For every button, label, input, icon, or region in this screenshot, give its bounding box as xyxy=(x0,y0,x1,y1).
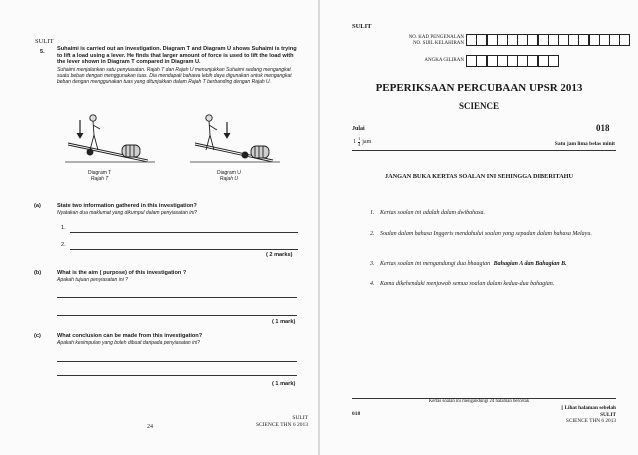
question-number: 5. xyxy=(40,49,45,55)
instruction-3 xyxy=(370,260,630,268)
diagram-t-illustration xyxy=(60,105,160,170)
part-c-question-en: What conclusion can be made from this investigation? xyxy=(57,333,203,339)
instruction-1 xyxy=(370,209,610,217)
header-sulit: SULIT xyxy=(35,38,54,45)
question-stem-ms: Suhaimi menjalankan satu penyiasatan. Rajah T dan Rajah U menunjukkan Suhaimi sedang mengangkat suatu beban dengan menggunakan tuas. Dia mendapati bahawa lebih daya digunakan untuk mengangkat beban dengan menggunakan tuas yang ditunjukkan dalam Rajah T berbanding dengan Rajah U. xyxy=(57,67,292,86)
part-b-question-ms: Apakah tujuan penyiasatan ini ? xyxy=(57,277,128,283)
part-c-label: (c) xyxy=(34,333,41,339)
subject-title: SCIENCE xyxy=(458,101,499,111)
part-a-question-en: State two information gathered in this investigation? xyxy=(57,203,197,209)
right-footer-code: SCIENCE THN 6 2013 xyxy=(565,418,616,425)
answer-line-a2[interactable] xyxy=(70,249,298,250)
answer-line-a1[interactable] xyxy=(70,232,298,233)
duration-fraction xyxy=(358,137,360,148)
diagram-u-label-ms: Rajah U xyxy=(219,176,238,183)
left-footer-sulit: SULIT xyxy=(292,415,308,421)
answer-line-b1[interactable] xyxy=(57,297,297,298)
instruction-1-number: 1. xyxy=(370,210,375,216)
part-a-marks: ( 2 marks) xyxy=(266,252,293,258)
part-b-question-en: What is the aim ( purpose) of this investigation ? xyxy=(57,270,187,276)
left-footer-code: SCIENCE THN 6 2013 xyxy=(256,422,308,428)
answer-2-number: 2. xyxy=(61,242,66,248)
right-footer xyxy=(520,405,616,425)
footer-note: Kertas soalan ini mengandungi 24 halaman bercetak xyxy=(428,399,530,404)
duration xyxy=(353,137,371,148)
duration-unit: jam xyxy=(362,139,372,146)
instruction-3-bold: Bahagian A dan Bahagian B. xyxy=(493,261,567,267)
answer-line-c2[interactable] xyxy=(57,375,297,376)
diagram-t-label xyxy=(88,170,111,182)
instruction-4-text: Kamu dikehendaki menjawab semua soalan dalam kedua-dua bahagian. xyxy=(380,281,555,287)
ic-number-boxes[interactable] xyxy=(467,34,630,46)
question-stem-en: Suhaimi is carried out an investigation. Diagram T and Diagram U shows Suhaimi is trying to lift a load using a lever. He finds that larger amount of force is used to lift the load with the lever shown in Diagram T compared in Diagram U. xyxy=(57,46,297,66)
label-sijil-kelahiran: NO. SIJIL KELAHIRAN xyxy=(412,41,464,46)
part-a-label: (a) xyxy=(34,203,41,209)
instruction-3-number: 3. xyxy=(370,261,375,267)
part-b-marks: ( 1 mark) xyxy=(272,319,296,325)
instruction-4-number: 4. xyxy=(370,281,375,287)
part-a-question-ms: Nyatakan dua maklumat yang dikumpul dalam penyiasatan ini? xyxy=(57,210,198,216)
right-page xyxy=(320,0,638,455)
instruction-1-text: Kertas soalan ini adalah dalam dwibahasa. xyxy=(380,210,486,216)
diagram-t-label-ms: Rajah T xyxy=(90,176,109,183)
header-divider xyxy=(352,150,616,151)
part-b-label: (b) xyxy=(34,270,42,276)
instruction-3-text: Kertas soalan ini mengandungi dua bhaagian xyxy=(380,261,491,267)
instruction-2-number: 2. xyxy=(370,231,375,237)
diagram-u-label-en: Diagram U xyxy=(217,170,241,176)
exam-month: Julai xyxy=(352,126,365,132)
diagram-u-illustration xyxy=(185,105,285,170)
answer-line-c1[interactable] xyxy=(57,361,297,362)
exam-title: PEPERIKSAAN PERCUBAAN UPSR 2013 xyxy=(375,82,583,94)
footer-next-page: [ Lihat halaman sebelah xyxy=(561,405,616,411)
answer-line-b2[interactable] xyxy=(57,315,297,316)
right-footer-sulit: SULIT xyxy=(600,411,616,418)
diagram-t-label-en: Diagram T xyxy=(88,170,112,176)
part-c-question-ms: Apakah kesimpulan yang boleh dibuat daripada penyiasatan ini? xyxy=(57,340,200,346)
part-c-marks: ( 1 mark) xyxy=(272,381,296,387)
instruction-2-text: Soalan dalam bahasa Inggeris mendahului soalan yang sepadan dalam bahasa Melayu. xyxy=(380,231,592,237)
paper-code: 018 xyxy=(596,123,610,133)
diagram-u-label xyxy=(217,170,241,182)
page-number: 24 xyxy=(147,424,153,430)
footer-code-left: 018 xyxy=(352,411,361,417)
left-footer xyxy=(248,415,308,429)
index-number-boxes[interactable] xyxy=(467,55,559,67)
answer-1-number: 1. xyxy=(61,225,66,231)
duration-text: Satu jam lima belas minit xyxy=(554,141,615,147)
duration-numerator: 1 xyxy=(358,136,361,141)
duration-denominator: 4 xyxy=(358,141,361,147)
label-kad-pengenalan: NO. KAD PENGENALAN xyxy=(408,35,464,40)
warning-text: JANGAN BUKA KERTAS SOALAN INI SEHINGGA DIBERITAHU xyxy=(384,173,574,180)
header-sulit-right: SULIT xyxy=(352,23,372,30)
label-angka-giliran: ANGKA GILIRAN xyxy=(424,58,464,63)
duration-whole: 1 xyxy=(353,139,356,146)
left-page xyxy=(0,0,318,455)
instruction-4 xyxy=(370,280,620,288)
instruction-2 xyxy=(370,230,610,238)
